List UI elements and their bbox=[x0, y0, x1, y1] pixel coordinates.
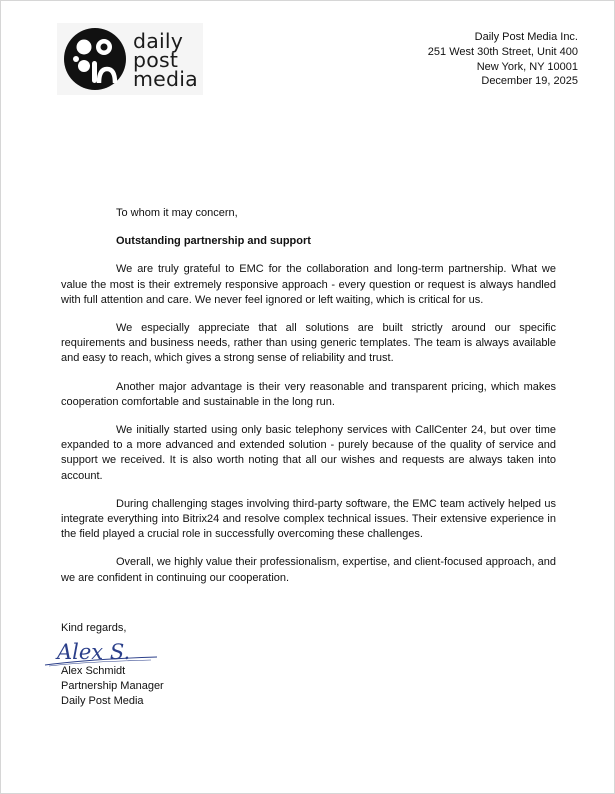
closing: Kind regards, bbox=[61, 622, 127, 634]
logo-word-media: media bbox=[133, 67, 198, 91]
signer-block bbox=[61, 664, 164, 710]
logo-word-post: post bbox=[133, 48, 179, 72]
paragraph: We initially started using only basic telephony services with CallCenter 24, but over time expanded to a more advanced and extended solution - purely because of the quality of service and support we received. It is also worth noting that all our wishes and requests are always taken into account. bbox=[61, 424, 556, 482]
greeting: To whom it may concern, bbox=[116, 207, 238, 219]
letter-body bbox=[61, 206, 556, 586]
paragraph: Another major advantage is their very reasonable and transparent pricing, which makes cooperation comfortable and sustainable in the long run. bbox=[61, 380, 556, 408]
sender-street: 251 West 30th Street, Unit 400 bbox=[427, 45, 578, 58]
logo-wordmark bbox=[133, 29, 198, 91]
sender-address bbox=[428, 30, 578, 89]
paragraph: During challenging stages involving third-party software, the EMC team actively helped us integrate everything into Bitrix24 and resolve complex technical issues. Their extensive experience in the field played a crucial role in successfully overcoming these challenges. bbox=[61, 497, 556, 541]
signature-text: Alex S. bbox=[57, 640, 131, 664]
letter-date: December 19, 2025 bbox=[481, 75, 578, 88]
sender-company: Daily Post Media Inc. bbox=[474, 31, 578, 43]
signer-title: Partnership Manager bbox=[61, 680, 164, 693]
paragraph: We are truly grateful to EMC for the collaboration and long-term partnership. What we value the most is their extremely responsive approach - every question or request is always handled with full attention and care. We never feel ignored or left waiting, which is critical for us. bbox=[61, 263, 556, 306]
paragraph: We especially appreciate that all solutions are built strictly around our specific requirements and business needs, rather than using generic templates. The team is always available and easy to reach, which gives a strong sense of reliability and trust. bbox=[61, 322, 556, 365]
sender-city: New York, NY 10001 bbox=[476, 60, 578, 73]
paragraph: Overall, we highly value their professionalism, expertise, and client-focused approach, and we are confident in continuing our cooperation. bbox=[61, 556, 556, 584]
letter-subject: Outstanding partnership and support bbox=[116, 235, 311, 248]
signer-name: Alex Schmidt bbox=[61, 665, 126, 677]
signer-company: Daily Post Media bbox=[61, 695, 144, 708]
logo-word-daily: daily bbox=[133, 29, 184, 53]
